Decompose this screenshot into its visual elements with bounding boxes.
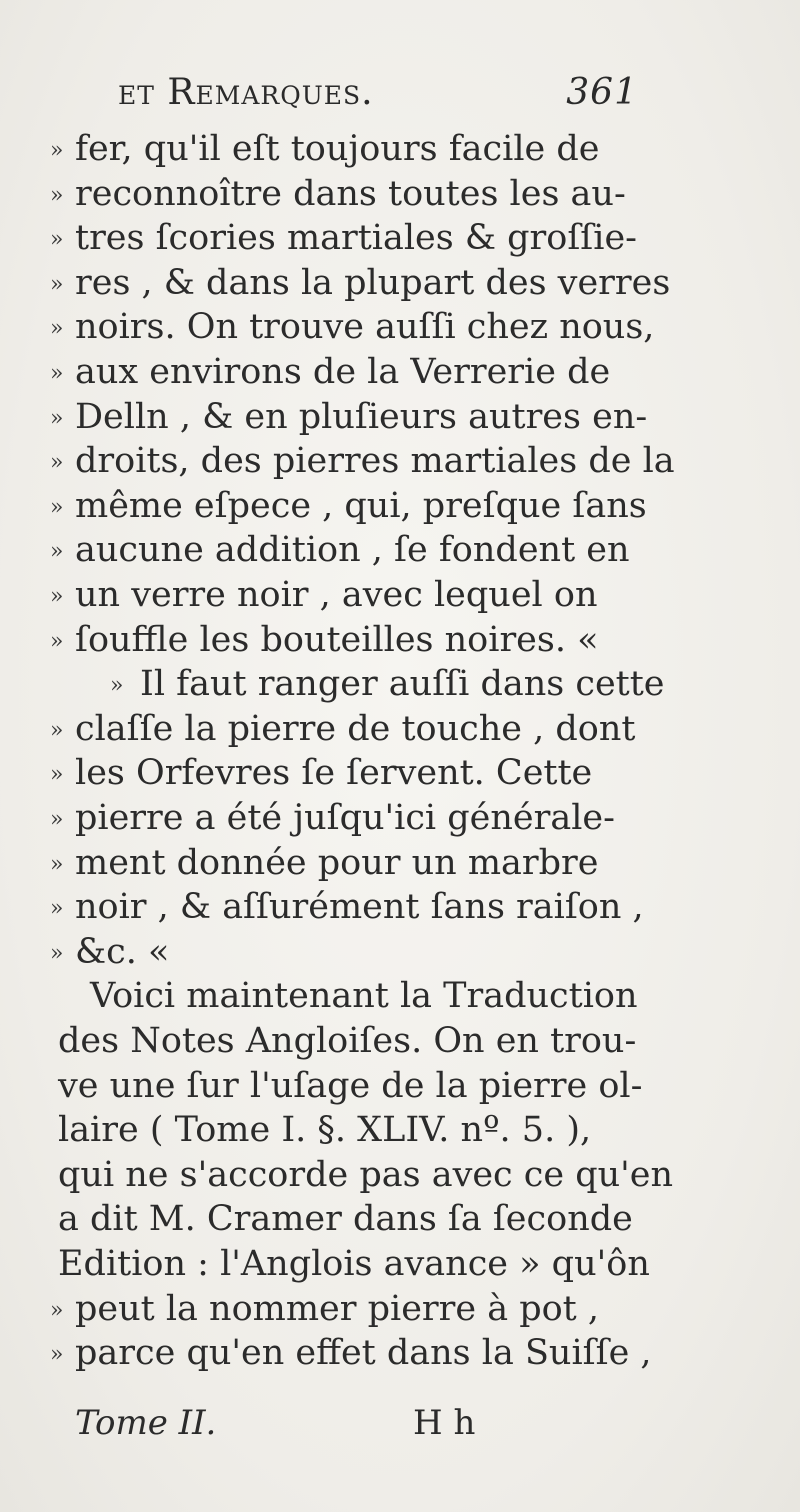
text-line: [0, 262, 800, 304]
quote-mark: »: [50, 807, 64, 832]
quote-mark: »: [50, 584, 64, 609]
quote-mark: »: [50, 494, 64, 520]
text-line: [0, 931, 800, 973]
line-text: ment donnée pour un marbre: [75, 842, 599, 883]
text-line: [0, 529, 800, 571]
quote-mark: »: [50, 182, 64, 208]
line-text: peut la nommer pierre à pot ,: [75, 1288, 599, 1329]
text-line: [0, 1065, 800, 1107]
line-text: tres ſcories martiales & groſſie-: [75, 218, 637, 259]
quote-mark: »: [50, 851, 64, 877]
line-text: Il faut ranger auſſi dans cette: [140, 664, 665, 705]
line-text: claſſe la pierre de touche , dont: [75, 708, 636, 749]
line-text: noir , & aſſurément ſans raiſon ,: [75, 887, 644, 928]
line-text: droits, des pierres martiales de la: [75, 441, 675, 482]
text-line: [0, 1154, 800, 1196]
running-title: et Remarques.: [118, 72, 374, 113]
quote-mark: »: [110, 673, 124, 699]
text-line: [0, 485, 800, 527]
line-text: ſouffle les bouteilles noires. «: [75, 619, 599, 660]
text-line: [0, 842, 800, 884]
line-text: Edition : l'Anglois avance » qu'ôn: [58, 1244, 650, 1284]
page-number: 361: [566, 72, 638, 113]
quote-mark: »: [50, 227, 64, 253]
text-line: [0, 306, 800, 348]
quote-mark: »: [50, 717, 64, 743]
line-text: pierre a été juſqu'ici générale-: [75, 798, 615, 838]
line-text: fer, qu'il eſt toujours facile de: [75, 129, 600, 169]
quote-mark: »: [50, 1342, 64, 1368]
line-text: même eſpece , qui, preſque ſans: [75, 485, 647, 526]
text-line: [0, 173, 800, 215]
text-line: [0, 440, 800, 482]
line-text: des Notes Angloiſes. On en trou-: [58, 1021, 637, 1061]
quote-mark: »: [50, 271, 64, 297]
text-line: [0, 396, 800, 438]
quote-mark: »: [50, 1297, 64, 1323]
line-text: un verre noir , avec lequel on: [75, 575, 598, 615]
line-text: qui ne s'accorde pas avec ce qu'en: [58, 1154, 674, 1195]
text-line: [0, 1288, 800, 1330]
line-text: aux environs de la Verrerie de: [75, 352, 611, 392]
text-line: [0, 797, 800, 839]
line-text: Voici maintenant la Traduction: [90, 976, 638, 1017]
quote-mark: »: [50, 138, 64, 163]
volume-label: Tome II.: [75, 1403, 217, 1443]
text-line: [0, 1109, 800, 1151]
text-line: [0, 975, 800, 1017]
line-text: res , & dans la plupart des verres: [75, 262, 671, 303]
text-line: [0, 217, 800, 259]
text-line: [0, 574, 800, 616]
line-text: ve une ſur l'uſage de la pierre ol-: [58, 1065, 643, 1106]
quote-mark: »: [50, 450, 64, 476]
line-text: reconnoître dans toutes les au-: [75, 173, 626, 214]
quote-mark: »: [50, 539, 64, 565]
quote-mark: »: [50, 405, 64, 431]
line-text: Delln , & en pluſieurs autres en-: [75, 396, 648, 437]
text-line: [0, 1020, 800, 1062]
quote-mark: »: [50, 896, 64, 922]
quote-mark: »: [50, 316, 64, 342]
text-line: [0, 128, 800, 170]
quote-mark: »: [50, 361, 64, 386]
text-line: [0, 752, 800, 794]
quote-mark: »: [50, 940, 64, 966]
line-text: parce qu'en effet dans la Suiſſe ,: [75, 1333, 652, 1374]
line-text: a dit M. Cramer dans ſa ſeconde: [58, 1199, 633, 1240]
quote-mark: »: [50, 762, 64, 788]
quote-mark: »: [50, 628, 64, 654]
text-line: [0, 663, 800, 705]
line-text: aucune addition , ſe fondent en: [75, 530, 630, 571]
text-line: [0, 708, 800, 750]
page-header: [118, 72, 638, 122]
line-text: laire ( Tome I. §. XLIV. nº. 5. ),: [58, 1110, 592, 1151]
page-footer: [0, 1403, 800, 1447]
line-text: &c. «: [75, 931, 170, 972]
text-line: [0, 619, 800, 661]
signature-mark: H h: [413, 1403, 476, 1443]
line-text: les Orfevres ſe ſervent. Cette: [75, 753, 593, 794]
text-line: [0, 1243, 800, 1285]
line-text: noirs. On trouve auſſi chez nous,: [75, 307, 655, 348]
text-line: [0, 351, 800, 393]
text-line: [0, 886, 800, 928]
text-line: [0, 1198, 800, 1240]
text-line: [0, 1332, 800, 1374]
